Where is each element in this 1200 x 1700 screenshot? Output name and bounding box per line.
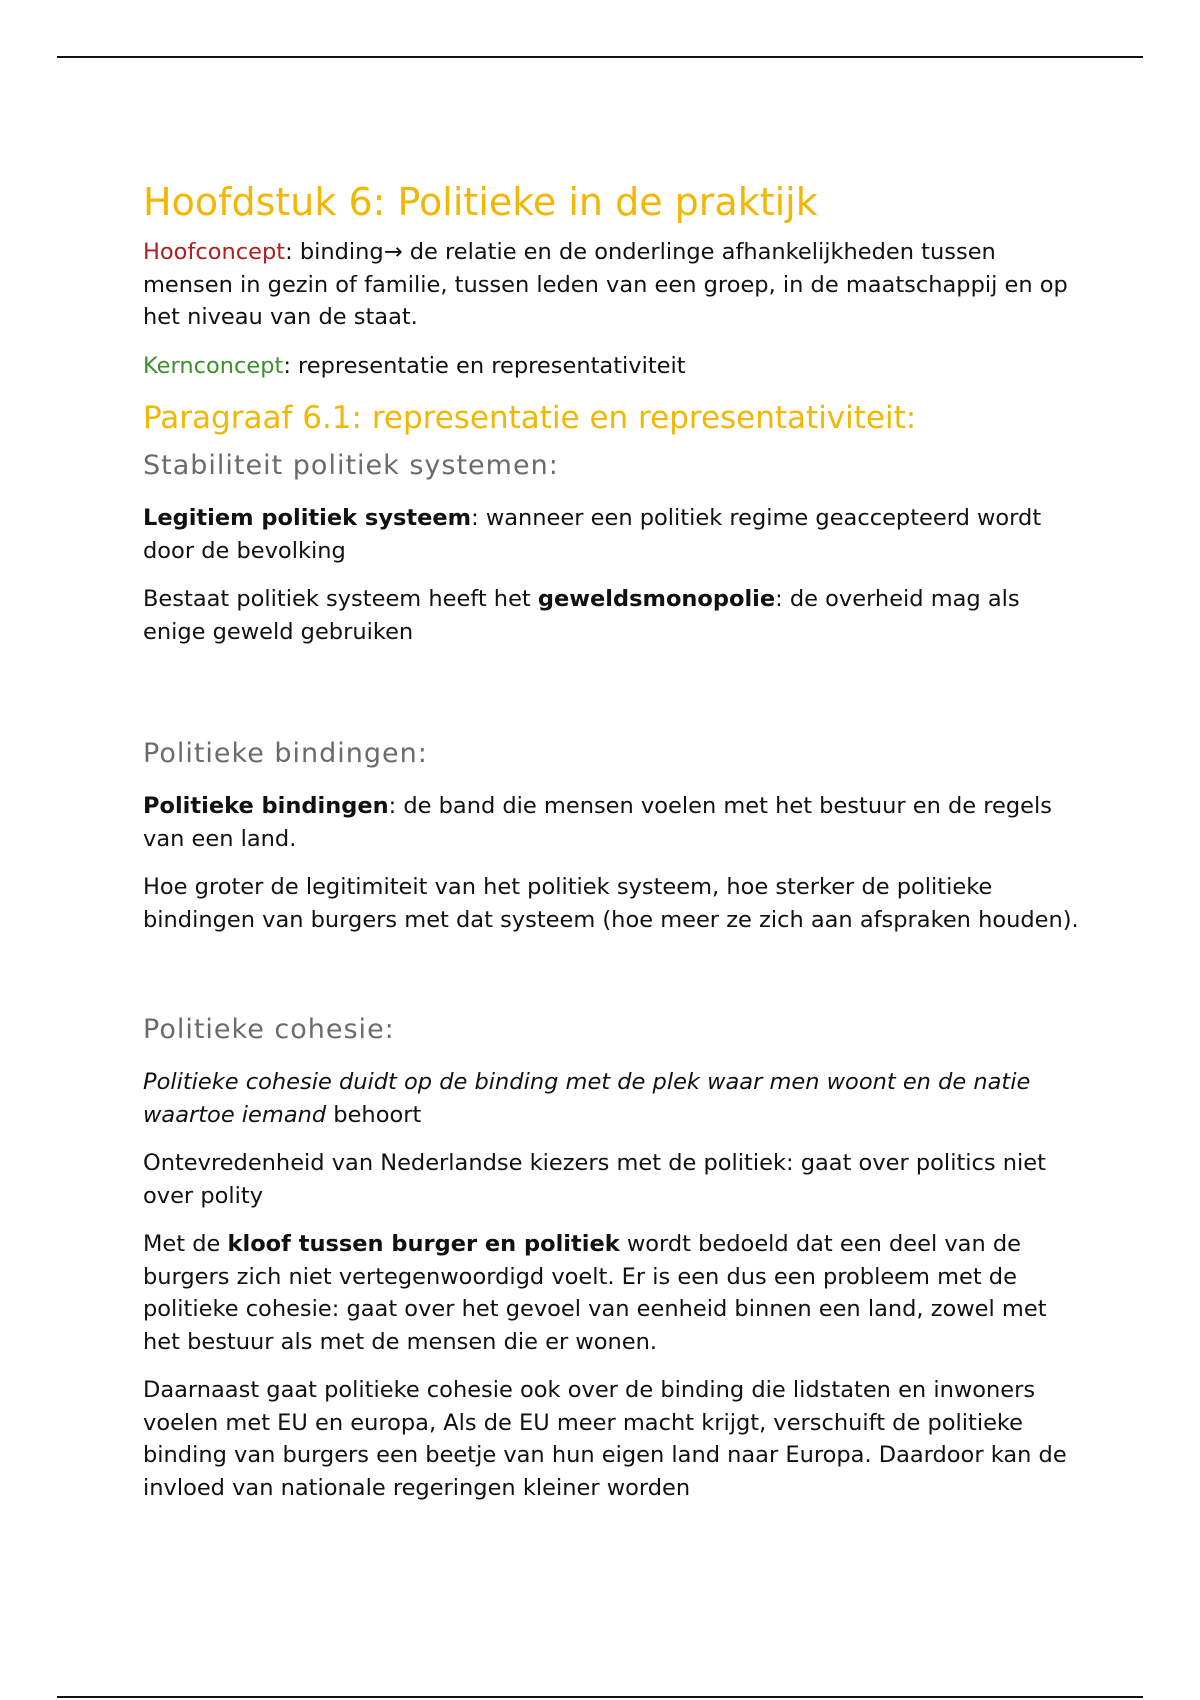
hoofdconcept-label: Hoofconcept <box>143 239 286 265</box>
legitiem-definition: : wanneer een politiek regime geaccepteerd wordt door de bevolking <box>143 505 1042 564</box>
eu-paragraph: Daarnaast gaat politieke cohesie ook over de binding die lidstaten en inwoners voelen met EU en europa, Als de EU meer macht krijgt, verschuift de politieke binding van burgers een beetje van hun eigen land naar Europa. Daardoor kan de invloed van nationale regeringen kleiner worden <box>143 1377 1067 1501</box>
kloof-paragraph <box>143 1228 1083 1358</box>
kernconcept-label: Kernconcept <box>143 352 284 379</box>
spacer <box>143 952 1083 1014</box>
cohesie-definition-paragraph <box>143 1066 1083 1131</box>
bindingen-term: Politieke bindingen <box>143 793 389 819</box>
bindingen-definition: : de band die mensen voelen met het bestuur en de regels van een land. <box>143 793 1052 852</box>
geweldsmonopolie-term: geweldsmonopolie <box>537 586 776 612</box>
legitiem-paragraph <box>143 502 1083 567</box>
geweldsmonopolie-definition: : de overheid mag als enige geweld gebruiken <box>143 586 1020 645</box>
hoofdconcept-paragraph <box>143 236 1083 334</box>
kernconcept-paragraph <box>143 350 1083 383</box>
document-body <box>143 178 1083 1520</box>
section-heading-bindingen: Politieke bindingen: <box>143 738 428 769</box>
legitiem-term: Legitiem politiek systeem <box>143 505 472 531</box>
geweldsmonopolie-paragraph <box>143 583 1083 648</box>
chapter-title: Hoofdstuk 6: Politieke in de praktijk <box>143 180 818 224</box>
cohesie-definition-italic: Politieke cohesie duidt op de binding met de plek waar men woont en de natie waartoe iemand <box>143 1069 1031 1128</box>
cohesie-definition-end: behoort <box>326 1101 422 1128</box>
spacer <box>143 664 1083 738</box>
kloof-explanation: wordt bedoeld dat een deel van de burgers zich niet vertegenwoordigd voelt. Er is een dus een probleem met de politieke cohesie: gaat over het gevoel van eenheid binnen een land, zowel met het bestuur als met de mensen die er wonen. <box>143 1231 1047 1355</box>
paragraph-heading: Paragraaf 6.1: representatie en representativiteit: <box>143 400 917 436</box>
kloof-intro: Met de <box>143 1231 228 1257</box>
legitimiteit-paragraph: Hoe groter de legitimiteit van het politiek systeem, hoe sterker de politieke bindingen van burgers met dat systeem (hoe meer ze zich aan afspraken houden). <box>143 874 1079 933</box>
bottom-rule <box>57 1696 1143 1698</box>
section-heading-cohesie: Politieke cohesie: <box>143 1014 395 1045</box>
top-rule <box>57 56 1143 58</box>
hoofdconcept-text: : binding→ de relatie en de onderlinge afhankelijkheden tussen mensen in gezin of familie, tussen leden van een groep, in de maatschappij en op het niveau van de staat. <box>143 239 1068 330</box>
ontevredenheid-paragraph: Ontevredenheid van Nederlandse kiezers met de politiek: gaat over politics niet over polity <box>143 1150 1046 1209</box>
section-heading-stabiliteit: Stabiliteit politiek systemen: <box>143 450 559 481</box>
geweldsmonopolie-intro: Bestaat politiek systeem heeft het <box>143 586 538 612</box>
bindingen-paragraph <box>143 790 1083 855</box>
kernconcept-text: : representatie en representativiteit <box>283 352 686 379</box>
kloof-term: kloof tussen burger en politiek <box>227 1231 620 1257</box>
